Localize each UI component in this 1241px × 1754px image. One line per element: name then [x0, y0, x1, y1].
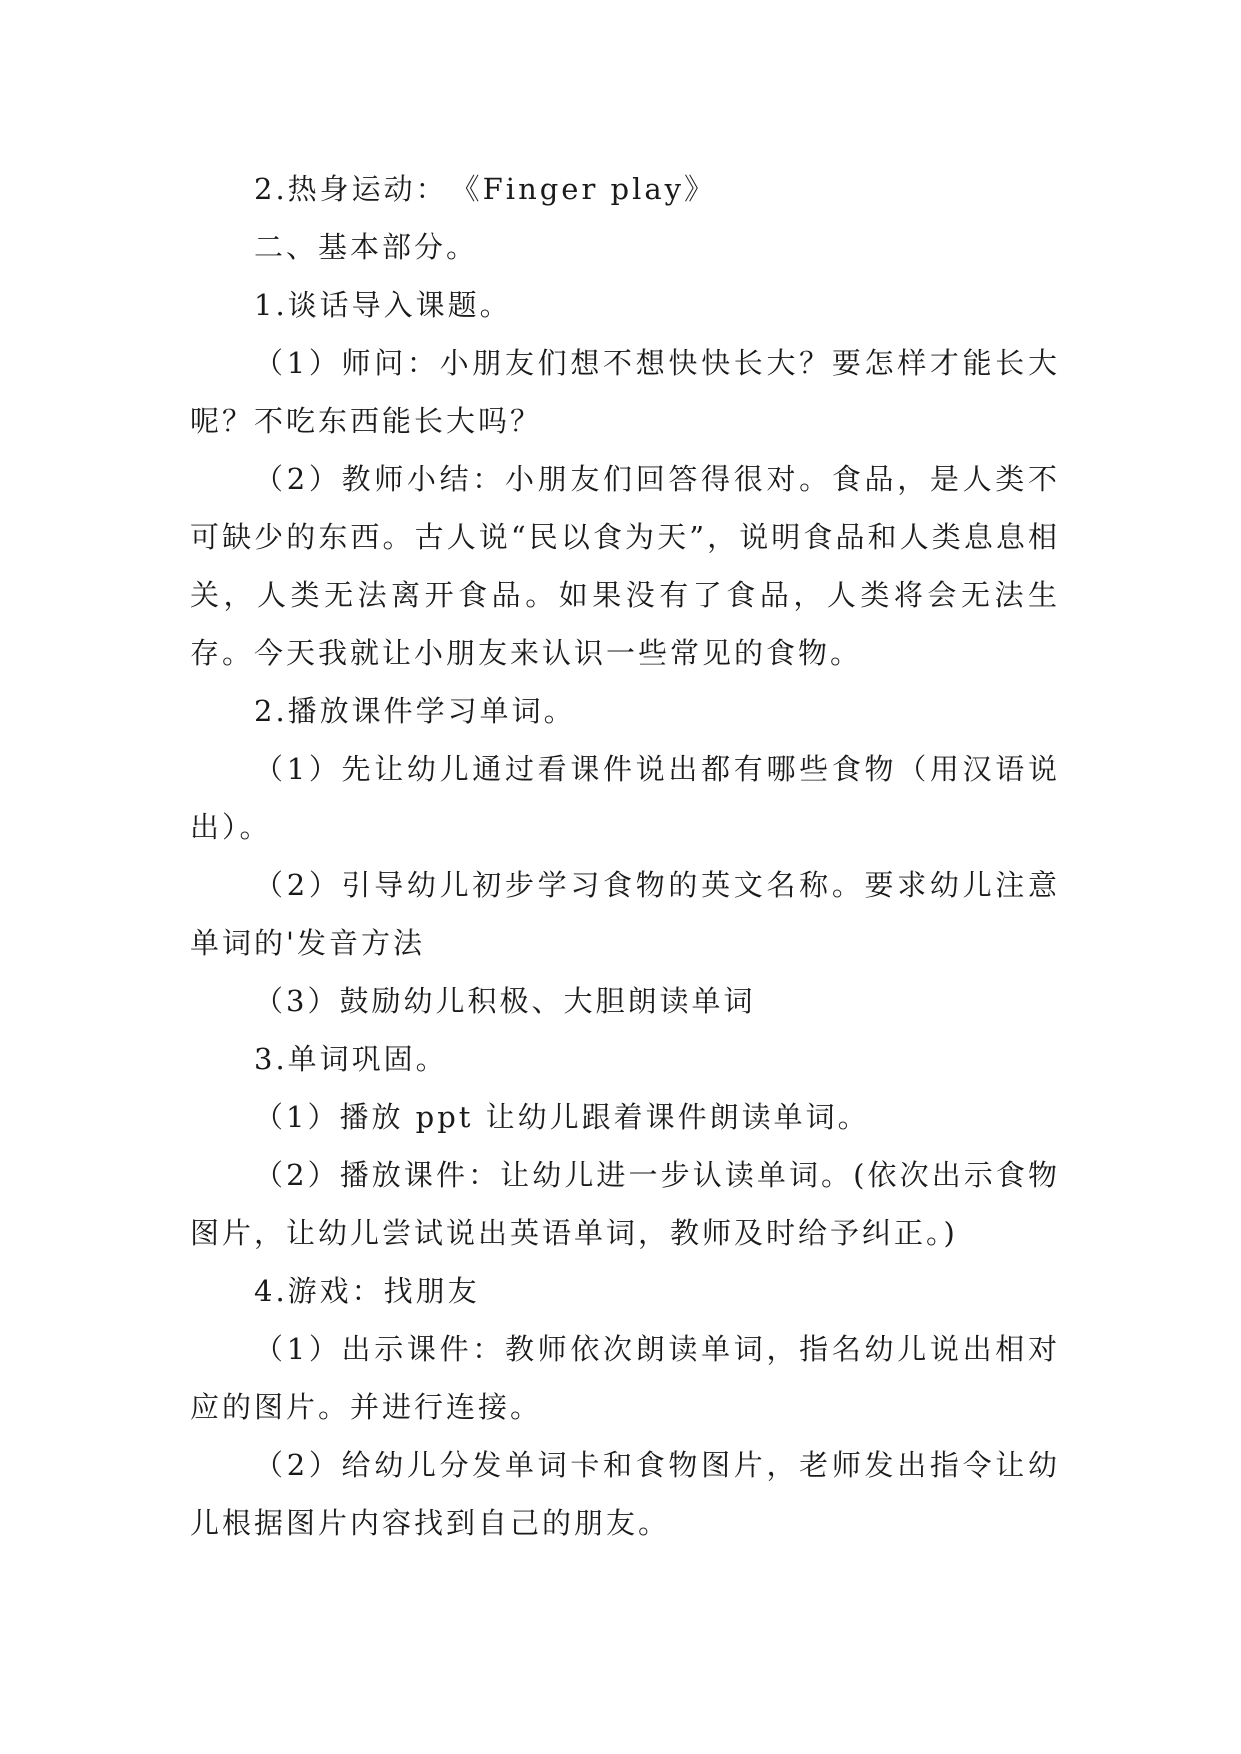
- paragraph-step-1-item-2: （2）教师小结：小朋友们回答得很对。食品，是人类不可缺少的东西。古人说“民以食为天”，说明食品和人类息息相关，人类无法离开食品。如果没有了食品，人类将会无法生存。今天我就让小朋友来认识一些常见的食物。: [190, 462, 1060, 670]
- paragraph-step-3-heading: 3.单词巩固。: [254, 1042, 448, 1076]
- paragraph-step-2-item-1: （1）先让幼儿通过看课件说出都有哪些食物（用汉语说出）。: [190, 752, 1060, 844]
- paragraph-step-2-item-2: （2）引导幼儿初步学习食物的英文名称。要求幼儿注意单词的'发音方法: [190, 868, 1060, 960]
- paragraph-step-1-item-1: （1）师问：小朋友们想不想快快长大？要怎样才能长大呢？不吃东西能长大吗？: [190, 346, 1060, 438]
- paragraph-step-1-heading: 1.谈话导入课题。: [254, 288, 512, 322]
- paragraph-step-4-heading: 4.游戏：找朋友: [254, 1274, 480, 1308]
- paragraph-step-3-item-1: （1）播放 ppt 让幼儿跟着课件朗读单词。: [254, 1100, 870, 1134]
- paragraph-section-basic: 二、基本部分。: [254, 230, 479, 264]
- paragraph-step-4-item-2: （2）给幼儿分发单词卡和食物图片，老师发出指令让幼儿根据图片内容找到自己的朋友。: [190, 1448, 1060, 1540]
- paragraph-step-3-item-2: （2）播放课件：让幼儿进一步认读单词。(依次出示食物图片，让幼儿尝试说出英语单词，教师及时给予纠正。): [190, 1158, 1060, 1250]
- paragraph-step-2-item-3: （3）鼓励幼儿积极、大胆朗读单词: [254, 984, 756, 1018]
- paragraph-warmup: 2.热身运动： 《Finger play》: [254, 172, 717, 206]
- document-body: [190, 160, 1060, 1552]
- paragraph-step-2-heading: 2.播放课件学习单词。: [254, 694, 576, 728]
- paragraph-step-4-item-1: （1）出示课件：教师依次朗读单词，指名幼儿说出相对应的图片。并进行连接。: [190, 1332, 1060, 1424]
